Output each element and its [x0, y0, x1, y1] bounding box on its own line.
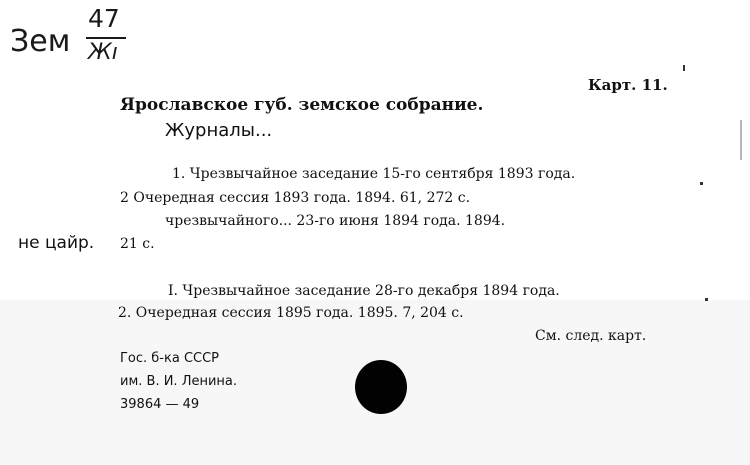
shelfmark-fraction-bar	[86, 37, 126, 39]
library-stamp-line2: им. В. И. Ленина.	[120, 374, 238, 389]
see-next-card: См. след. карт.	[535, 328, 647, 344]
scan-texture	[0, 300, 750, 465]
card-number: Карт. 11.	[588, 76, 668, 94]
scan-edge-noise	[740, 120, 742, 160]
block1-line4: 21 с.	[120, 236, 155, 252]
library-stamp-line3: 39864 — 49	[120, 397, 200, 412]
block1-line2: 2 Очередная сессия 1893 года. 1894. 61, 272 с.	[120, 190, 471, 206]
block1-line3: чрезвычайного... 23-го июня 1894 года. 1894.	[165, 213, 506, 229]
block1-line1: 1. Чрезвычайное заседание 15-го сентября 1893 года.	[172, 166, 576, 182]
shelfmark-letters: Жı	[88, 40, 118, 65]
entry-heading: Ярославское губ. земское собрание.	[120, 95, 484, 115]
scan-speck	[683, 65, 685, 71]
block2-line2: 2. Очередная сессия 1895 года. 1895. 7, 204 с.	[118, 305, 464, 321]
shelfmark-number: 47	[88, 4, 120, 33]
handwritten-margin-note: не цайр.	[18, 233, 95, 253]
library-stamp-line1: Гос. б-ка СССР	[120, 351, 220, 366]
scan-speck	[700, 182, 703, 185]
entry-title: Журналы...	[165, 120, 273, 141]
shelfmark-prefix: Зем	[10, 24, 71, 59]
block2-line1: I. Чрезвычайное заседание 28-го декабря 1894 года.	[168, 283, 560, 299]
